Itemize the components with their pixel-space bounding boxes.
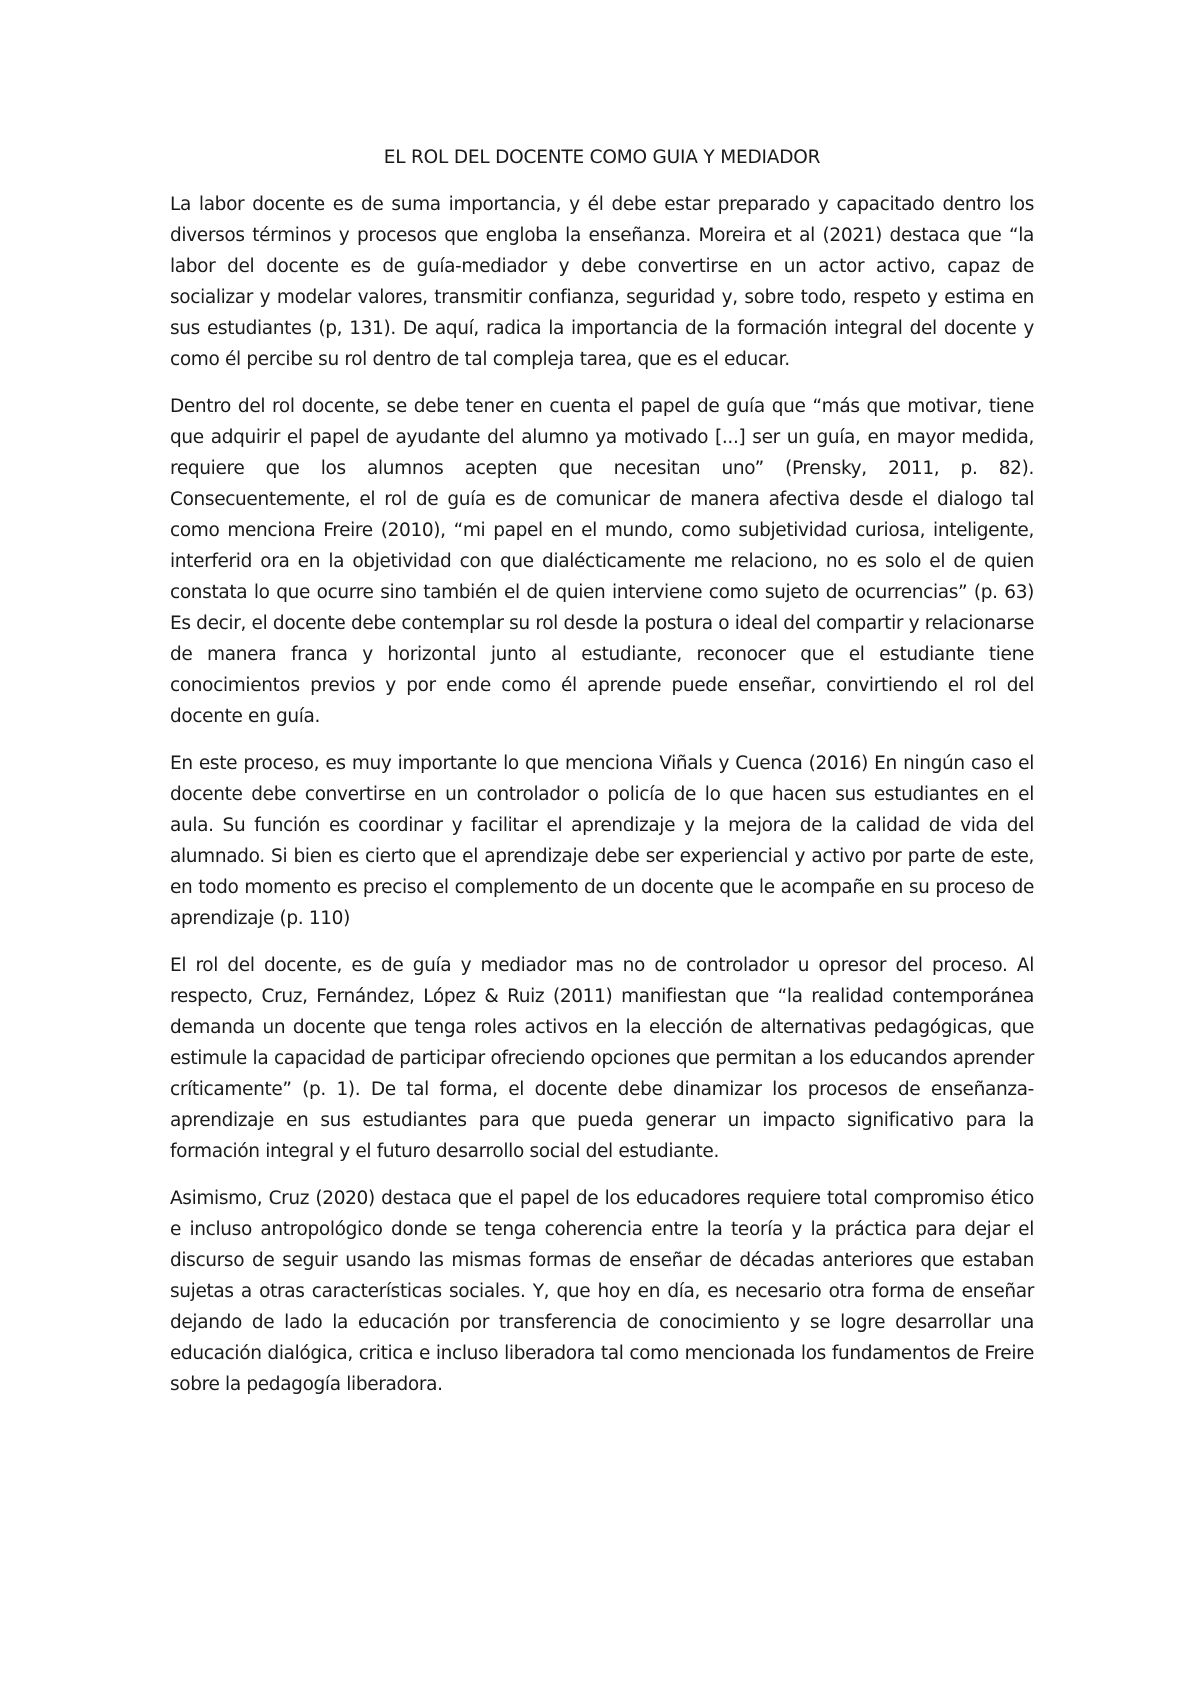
document-body [170, 189, 1034, 1416]
paragraph-1: La labor docente es de suma importancia, y él debe estar preparado y capacitado dentro los diversos términos y procesos que engloba la enseñanza. Moreira et al (2021) destaca que “la labor del docente es de guía-mediador y debe convertirse en un actor activo, capaz de socializar y modelar valores, transmitir confianza, seguridad y, sobre todo, respeto y estima en sus estudiantes (p, 131). De aquí, radica la importancia de la formación integral del docente y como él percibe su rol dentro de tal compleja tarea, que es el educar. [170, 194, 1034, 370]
paragraph-3: En este proceso, es muy importante lo que menciona Viñals y Cuenca (2016) En ningún caso el docente debe convertirse en un controlador o policía de lo que hacen sus estudiantes en el aula. Su función es coordinar y facilitar el aprendizaje y la mejora de la calidad de vida del alumnado. Si bien es cierto que el aprendizaje debe ser experiencial y activo por parte de este, en todo momento es preciso el complemento de un docente que le acompañe en su proceso de aprendizaje (p. 110) [170, 753, 1034, 929]
paragraph-4: El rol del docente, es de guía y mediador mas no de controlador u opresor del proceso. Al respecto, Cruz, Fernández, López & Ruiz (2011) manifiestan que “la realidad contemporánea demanda un docente que tenga roles activos en la elección de alternativas pedagógicas, que estimule la capacidad de participar ofreciendo opciones que permitan a los educandos aprender críticamente” (p. 1). De tal forma, el docente debe dinamizar los procesos de enseñanza-aprendizaje en sus estudiantes para que pueda generar un impacto significativo para la formación integral y el futuro desarrollo social del estudiante. [170, 955, 1034, 1162]
document-title: EL ROL DEL DOCENTE COMO GUIA Y MEDIADOR [383, 147, 821, 168]
paragraph-2: Dentro del rol docente, se debe tener en cuenta el papel de guía que “más que motivar, tiene que adquirir el papel de ayudante del alumno ya motivado [...] ser un guía, en mayor medida, requiere que los alumnos acepten que necesitan uno” (Prensky, 2011, p. 82). Consecuentemente, el rol de guía es de comunicar de manera afectiva desde el dialogo tal como menciona Freire (2010), “mi papel en el mundo, como subjetividad curiosa, inteligente, interferid ora en la objetividad con que dialécticamente me relaciono, no es solo el de quien constata lo que ocurre sino también el de quien interviene como sujeto de ocurrencias” (p. 63) Es decir, el docente debe contemplar su rol desde la postura o ideal del compartir y relacionarse de manera franca y horizontal junto al estudiante, reconocer que el estudiante tiene conocimientos previos y por ende como él aprende puede enseñar, convirtiendo el rol del docente en guía. [170, 396, 1034, 727]
paragraph-5: Asimismo, Cruz (2020) destaca que el papel de los educadores requiere total compromiso ético e incluso antropológico donde se tenga coherencia entre la teoría y la práctica para dejar el discurso de seguir usando las mismas formas de enseñar de décadas anteriores que estaban sujetas a otras características sociales. Y, que hoy en día, es necesario otra forma de enseñar dejando de lado la educación por transferencia de conocimiento y se logre desarrollar una educación dialógica, critica e incluso liberadora tal como mencionada los fundamentos de Freire sobre la pedagogía liberadora. [170, 1188, 1034, 1395]
